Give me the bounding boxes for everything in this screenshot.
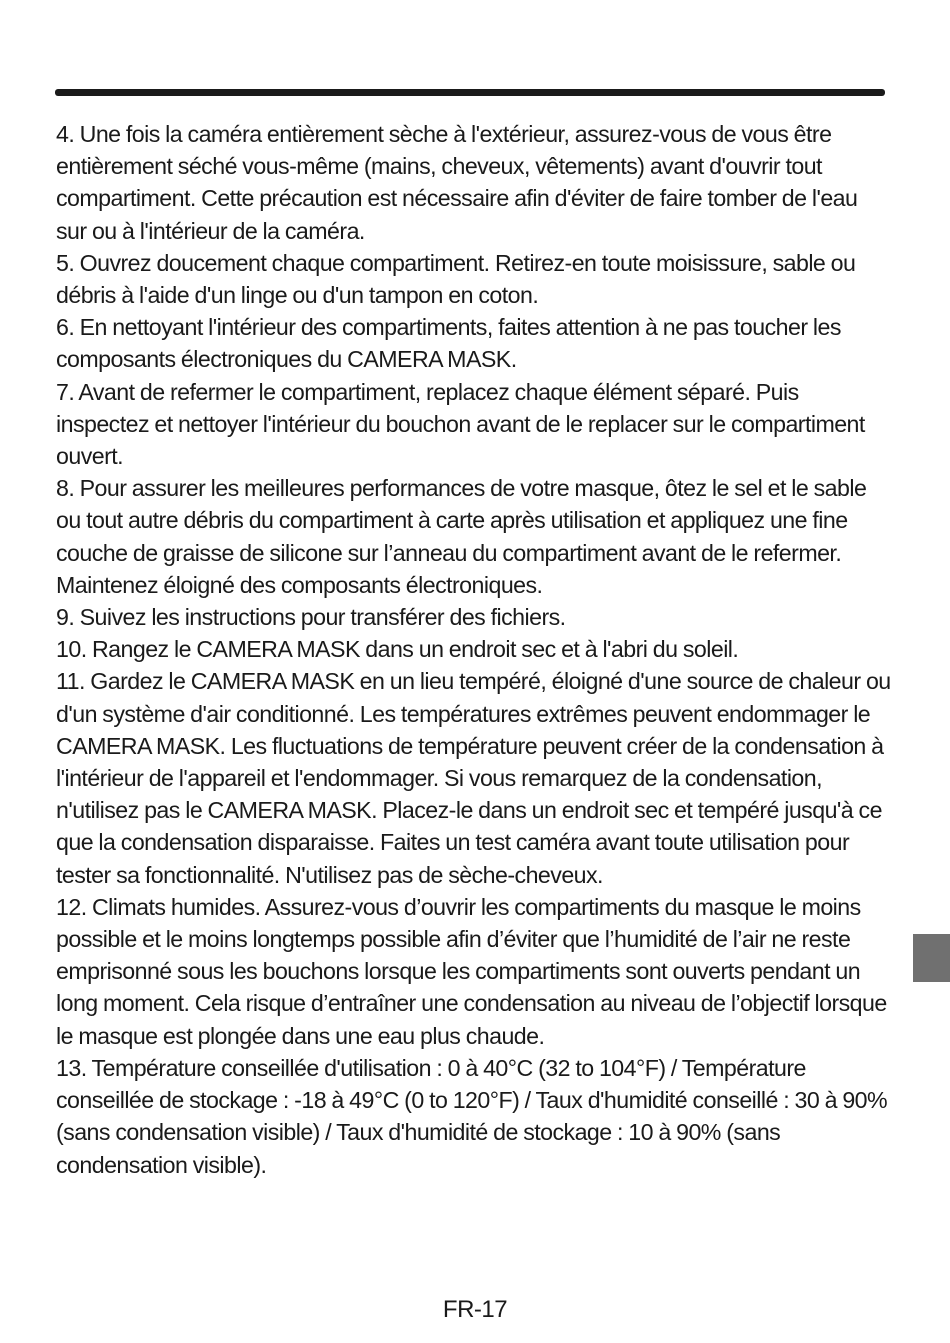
instructions-list: [56, 118, 891, 1181]
section-tab-marker: [913, 934, 950, 982]
instruction-item-11: 11. Gardez le CAMERA MASK en un lieu tempéré, éloigné d'une source de chaleur ou d'un système d'air conditionné. Les températures extrêmes peuvent endommager le CAMERA MASK. Les fluctuations de température peuvent créer de la condensation à l'intérieur de l'appareil et l'endommager. Si vous remarquez de la condensation, n'utilisez pas le CAMERA MASK. Placez-le dans un endroit sec et tempéré jusqu'à ce que la condensation disparaisse. Faites un test caméra avant toute utilisation pour tester sa fonctionnalité. N'utilisez pas de sèche-cheveux.: [56, 668, 891, 888]
page-number: FR-17: [442, 1296, 508, 1323]
instruction-item-6: 6. En nettoyant l'intérieur des compartiments, faites attention à ne pas toucher les composants électroniques du CAMERA MASK.: [56, 314, 841, 373]
instruction-item-12: 12. Climats humides. Assurez-vous d’ouvrir les compartiments du masque le moins possible et le moins longtemps possible afin d’éviter que l’humidité de l’air ne reste emprisonné sous les bouchons lorsque les compartiments sont ouverts pendant un long moment. Cela risque d’entraîner une condensation au niveau de l’objectif lorsque le masque est plongée dans une eau plus chaude.: [56, 893, 887, 1049]
instruction-item-10: 10. Rangez le CAMERA MASK dans un endroit sec et à l'abri du soleil.: [56, 636, 739, 663]
instruction-item-13: 13. Température conseillée d'utilisation : 0 à 40°C (32 to 104°F) / Température conseillée de stockage : -18 à 49°C (0 to 120°F) / Taux d'humidité conseillé : 30 à 90% (sans condensation visible) / Taux d'humidité de stockage : 10 à 90% (sans condensation visible).: [56, 1054, 888, 1178]
instruction-item-4: 4. Une fois la caméra entièrement sèche à l'extérieur, assurez-vous de vous être entièrement séché vous-même (mains, cheveux, vêtements) avant d'ouvrir tout compartiment. Cette précaution est nécessaire afin d'éviter de faire tomber de l'eau sur ou à l'intérieur de la caméra.: [56, 121, 858, 244]
header-rule: [55, 89, 885, 96]
instruction-item-8: 8. Pour assurer les meilleures performances de votre masque, ôtez le sel et le sable ou tout autre débris du compartiment à carte après utilisation et appliquez une fine couche de graisse de silicone sur l’anneau du compartiment avant de le refermer. Maintenez éloigné des composants électroniques.: [56, 475, 867, 598]
instruction-item-5: 5. Ouvrez doucement chaque compartiment. Retirez-en toute moisissure, sable ou débris à l'aide d'un linge ou d'un tampon en coton.: [56, 249, 856, 309]
instruction-item-7: 7. Avant de refermer le compartiment, replacez chaque élément séparé. Puis inspectez et nettoyer l'intérieur du bouchon avant de le replacer sur le compartiment ouvert.: [56, 378, 865, 470]
instruction-item-9: 9. Suivez les instructions pour transférer des fichiers.: [56, 604, 566, 631]
